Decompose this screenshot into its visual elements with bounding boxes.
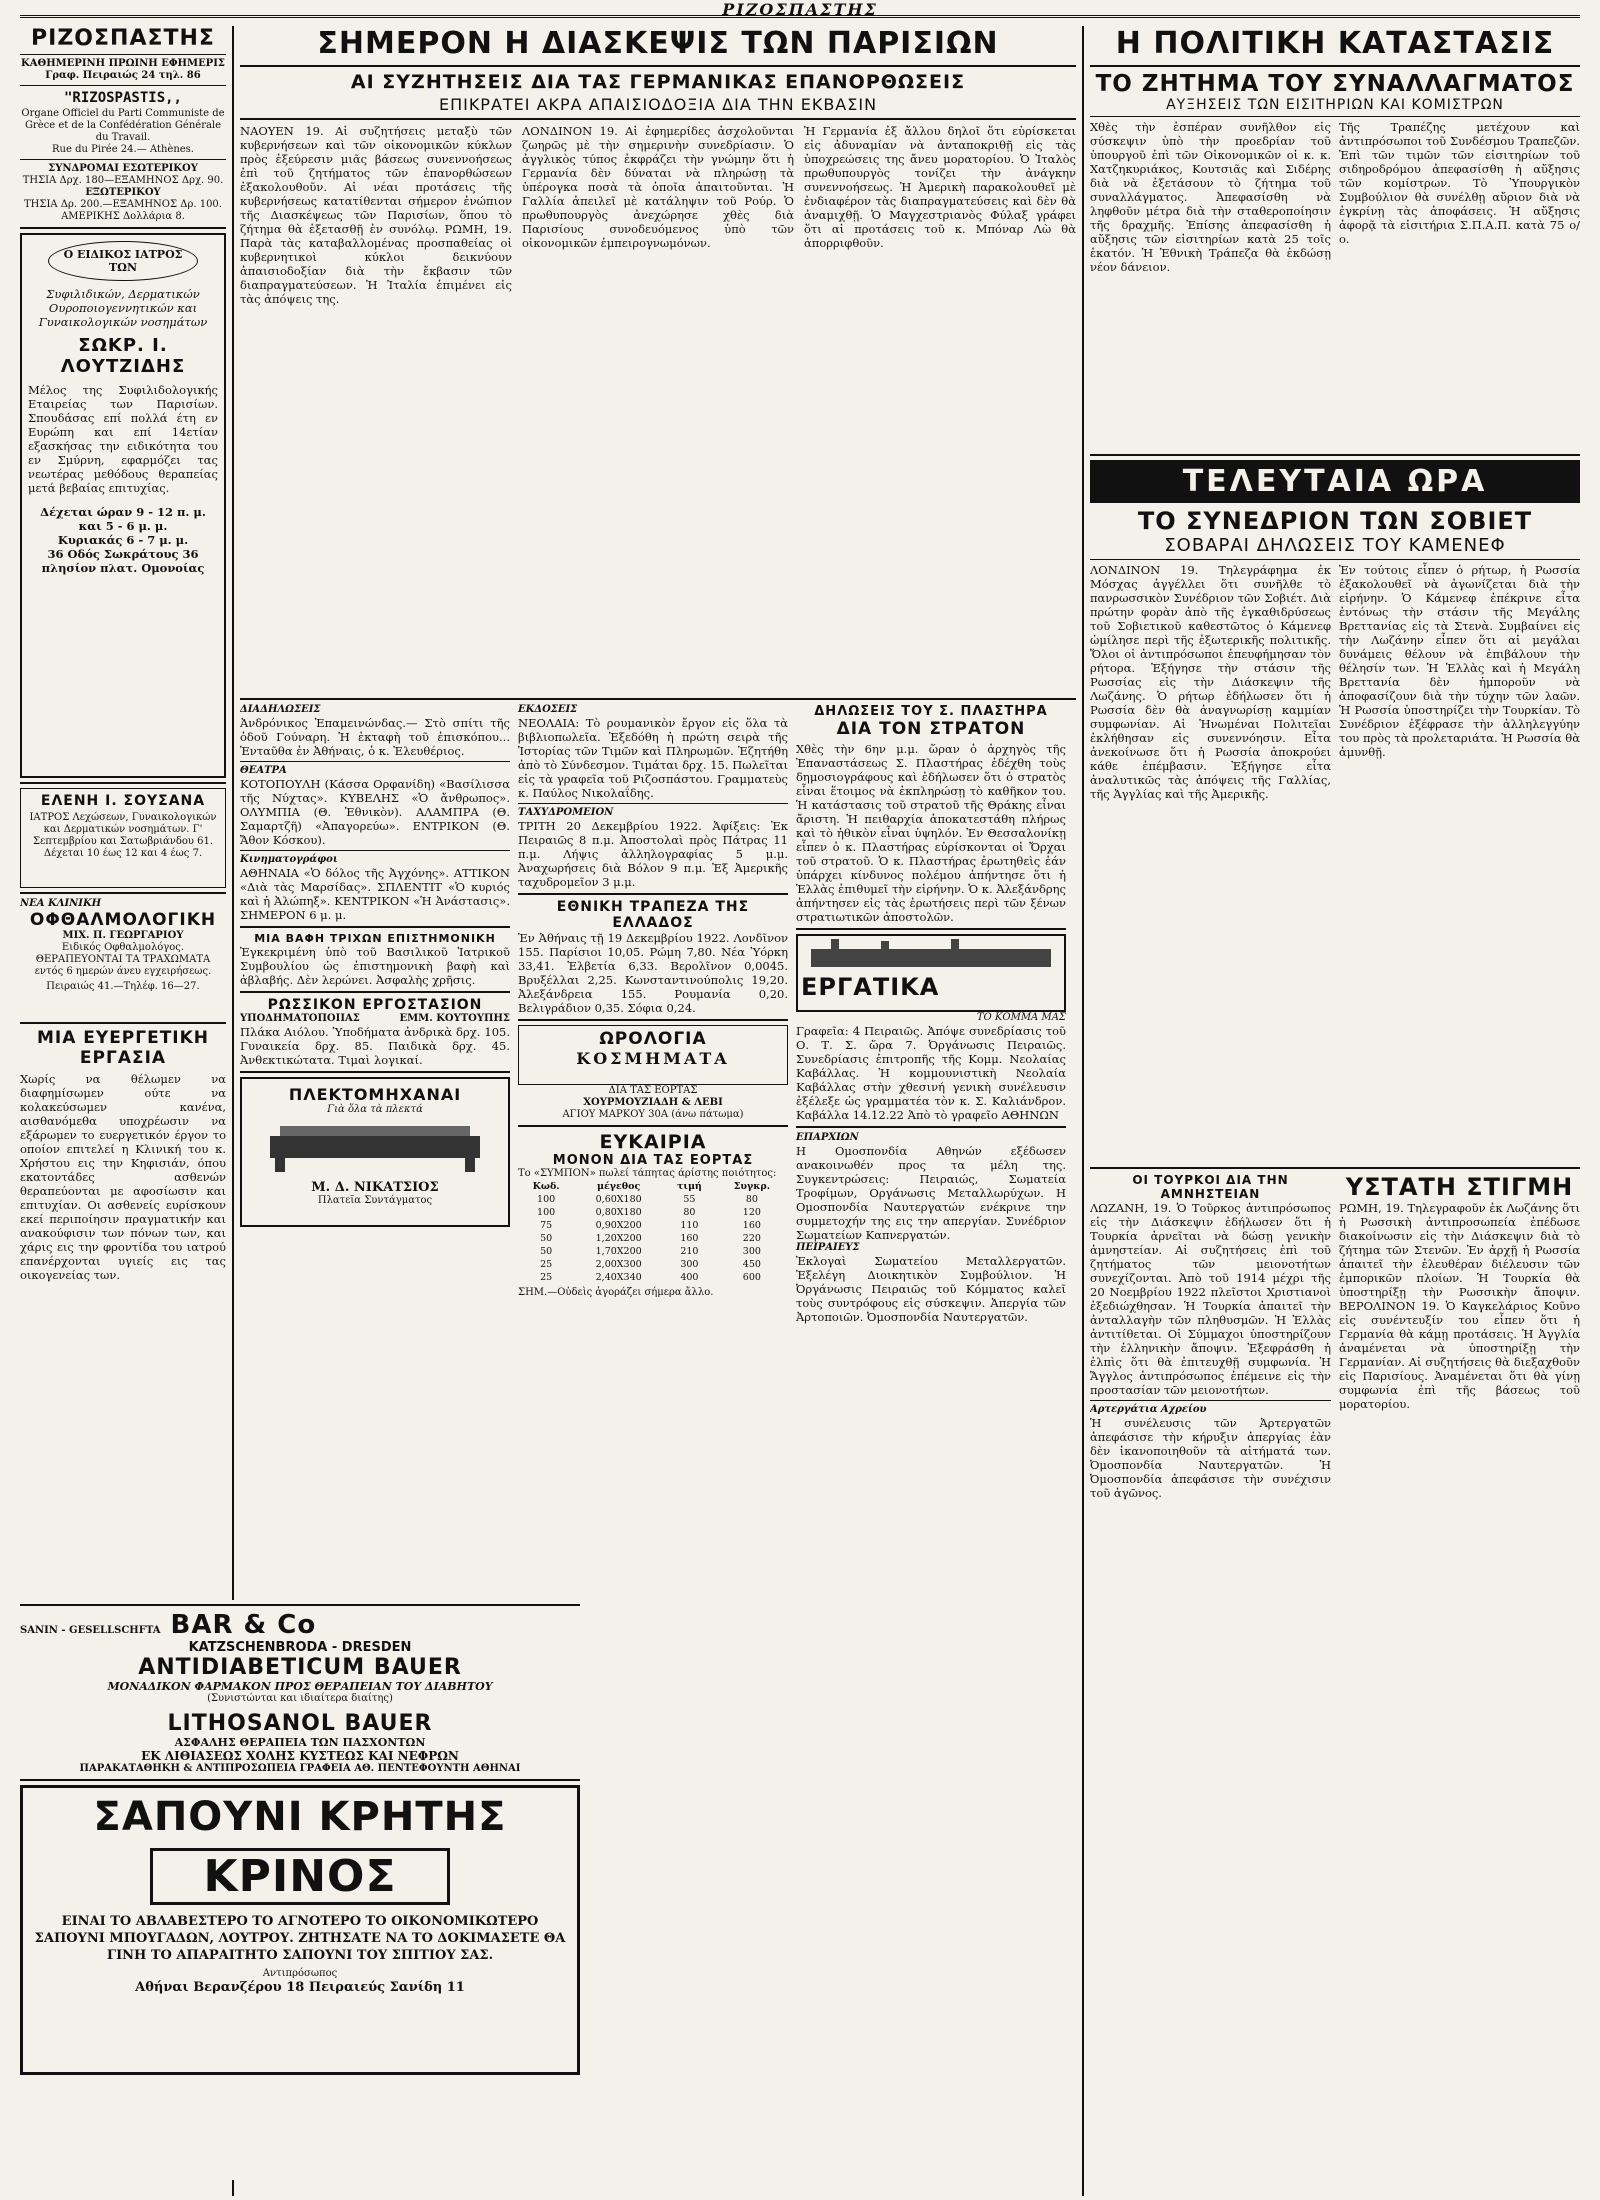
table-cell: 25 <box>540 1272 553 1283</box>
latin-name: "RIZOSPASTIS,, <box>63 90 182 106</box>
section-body: ΑΘΗΝΑΙΑ «Ὁ δόλος τῆς Ἀγχόνης». ΑΤΤΙΚΟΝ «Διὰ τὰς Μαρσίδας». ΣΠΛΕΝΤΙΤ «Ὁ κυριός καὶ ἡ Ἀλώπηξ». ΚΕΝΤΡΙΚΟΝ «Ἡ Ἀνάστασις». ΣΗΜΕΡΟΝ 6 μ. μ. <box>240 866 510 922</box>
column-rule <box>1082 26 1084 2196</box>
russian-factory-label: ΥΠΟΔΗΜΑΤΟΠΟΙΙΑΣ <box>240 1013 360 1024</box>
opportunity-intro: Το «ΣΥΜΠΟΝ» πωλεί τάπητας άρίστης ποιότητος: <box>518 1168 777 1179</box>
soviet-story-col: Ἐν τούτοις εἶπεν ὁ ρήτωρ, ἡ Ρωσσία ἐξακολουθεῖ νὰ ἀγωνίζεται διὰ τὴν εἰρήνην. Ὁ Κάμενεφ ἐπέκρινε εἶτα ἐντόνως τὴν στάσιν τῆς Μεγάλης Βρεττανίας εἰς τὰ Στενὰ. Συμβαίνει εἰς τὴν Λωζάνην εἶπεν ὅτι αἱ μεγάλαι δυνάμεις θέλουν νὰ ἐπιβάλουν τὴν θέλησίν των. Ἡ Ἑλλὰς καὶ ἡ Μεγάλη Βρεττανία δὲν ἠμποροῦν νὰ ἀποφασίζουν διὰ τὴν τύχην τῶν λαῶν. Ἡ Ρωσσία ὑποστηρίζει τὴν Τουρκίαν. Τὸ Συνέδριον ἐξέφρασε τὴν ἀλληλεγγύην του πρὸς τὰ προλεταριάτα. Ἡ Ρωσσία θὰ ἀμυνθῇ. <box>1339 563 1580 759</box>
subscriptions-title-2: ΕΞΩΤΕΡΙΚΟΥ <box>85 187 161 198</box>
soap-brand-box <box>150 1848 450 1905</box>
table-cell: 50 <box>540 1246 553 1257</box>
table-cell: 25 <box>540 1259 553 1270</box>
watches-shop: ΧΟΥΡΜΟΥΖΙΑΔΗ & ΛΕΒΙ <box>583 1097 723 1108</box>
table-row <box>518 1245 788 1258</box>
clinic-address: Πειραιώς 41.—Τηλέφ. 16—27. <box>46 981 200 992</box>
knitting-subtitle: Γιὰ ὅλα τὰ πλεκτά <box>327 1104 423 1115</box>
soap-title: ΣΑΠΟΥΝΙ ΚΡΗΤΗΣ <box>93 1794 507 1840</box>
russian-factory-body: Πλάκα Αιόλου. Ὑποδήματα ἀνδρικὰ δρχ. 105. Γυναικεία δρχ. 85. Παιδικὰ δρχ. 45. Ἀνθεκτικώτατα. Τιμαὶ λογικαί. <box>240 1025 510 1067</box>
bank-body: Ἐν Ἀθήναις τῇ 19 Δεκεμβρίου 1922. Λονδῖνον 155. Παρίσιοι 10,05. Ρώμη 7,80. Νέα Ὑόρκη 33,41. Ἑλβετία 6,33. Βερολῖνον 0,0045. Βρυξέλλαι 2,25. Κωνσταντινούπολις 19,20. Ἀλεξάνδρεια 155. Ρουμανία 0,20. Βελιγράδιον 0,35. Σόφια 0,24. <box>518 931 788 1015</box>
soap-body: ΕΙΝΑΙ ΤΟ ΑΒΛΑΒΕΣΤΕΡΟ ΤΟ ΑΓΝΟΤΕΡΟ ΤΟ ΟΙΚΟΝΟΜΙΚΩΤΕΡΟ ΣΑΠΟΥΝΙ ΜΠΟΥΓΑΔΩΝ, ΛΟΥΤΡΟΥ. ΖΗΤΗΣΑΤΕ ΝΑ ΤΟ ΔΟΚΙΜΑΣΕΤΕ ΘΑ ΓΙΝΗ ΤΟ ΑΠΑΡΑΙΤΗΤΟ ΣΑΠΟΥΝΙ ΤΟΥ ΣΠΙΤΙΟΥ ΣΑΣ. <box>34 1914 566 1963</box>
piraeus-title: ΠΕΙΡΑΙΕΥΣ <box>796 1242 860 1253</box>
section-body: ΝΕΟΛΑΙΑ: Τὸ ρουμανικὸν ἔργον εἰς ὅλα τὰ βιβλιοπωλεῖα. Ἐξεδόθη ἡ πρώτη σειρὰ τῆς Ἰστορίας τῶν Τιμῶν καὶ Πληρωμῶν. Ἐζητήθη ἀπὸ τὸ Σύνδεσμον. Τιμάται δρχ. 15. Πωλεῖται εἰς τὰ γραφεῖα τοῦ Ριζοσπάστου. Γραμματεὺς κ. Παύλος Νικολαΐδης. <box>518 716 788 800</box>
table-cell: 600 <box>742 1272 761 1283</box>
last-moment-story <box>1339 1173 1580 1500</box>
doctor-ad <box>20 233 226 778</box>
doctor-specialties: Συφιλιδικών, Δερματικών Ουροποιογεννητικών και Γυναικολογικών νοσημάτων <box>38 287 208 329</box>
masthead-title: ΡΙΖΟΣΠΑΣΤΗΣ <box>722 0 878 19</box>
table-cell: 160 <box>742 1220 761 1231</box>
subscriptions-line-3: ΑΜΕΡΙΚΗΣ Δολλάρια 8. <box>61 211 185 222</box>
doctor2-name: ΕΛΕΝΗ Ι. ΣΟΥΣΑΝΑ <box>40 793 206 809</box>
main-subhead: ΑΙ ΣΥΖΗΤΗΣΕΙΣ ΔΙΑ ΤΑΣ ΓΕΡΜΑΝΙΚΑΣ ΕΠΑΝΟΡΘΩΣΕΙΣ <box>350 71 966 93</box>
table-cell: 210 <box>680 1246 699 1257</box>
section-body: Ἀνδρόνικος Ἐπαμεινώνδας.— Στὸ σπίτι τῆς ὁδοῦ Γούναρη. Ἡ ἐκταφὴ τοῦ ἐπισκόπου... Ἐνταῦθα ἐν Ἀθήναις, ὁ κ. Ἐλευθέριος. <box>240 716 510 758</box>
table-cell: 50 <box>540 1233 553 1244</box>
main-story-col: ΛΟΝΔΙΝΟΝ 19. Αἱ ἐφημερίδες ἀσχολοῦνται ζωηρῶς μὲ τὴν σημερινὴν συνεδρίασιν. Ὁ ἀγγλικὸς τύπος ἐκφράζει τὴν γνώμην ὅτι ἡ Γερμανία δὲν δύναται νὰ πληρώσῃ τὰ ὑπέρογκα ποσὰ τὰ ὁποῖα ἀπαιτοῦνται. Ἡ Γαλλία ἀπειλεῖ μὲ κατάληψιν τοῦ Ρούρ. Ὁ πρωθυπουργὸς ἀνεχώρησε χθὲς διὰ Παρισίους συνοδευόμενος ὑπὸ τῶν οἰκονομικῶν ἐμπειρογνωμόνων. <box>522 124 794 250</box>
soap-ad <box>20 1785 580 2075</box>
subscriptions-title: ΣΥΝΔΡΟΜΑΙ ΕΣΩΤΕΡΙΚΟΥ <box>48 163 198 174</box>
ergatika-body: Γραφεῖα: 4 Πειραιῶς. Ἀπόψε συνεδρίασις τοῦ Ο. Τ. Σ. ὥρα 7. Ὀργάνωσις Πειραιῶς. Συνεδρίασις ἐπιτροπῆς τῆς Κομμ. Νεολαίας Καβάλλας. Ἡ κομμουνιστικὴ Νεολαία Καβάλλας στὴν χθεσινή γενικὴ συνέλευσιν ἐξέλεξε ὡς γραμματέα τὸν κ. Σ. Καλιάνδρον. Καβάλλα 14.12.22 Ἀπὸ τὸ γραφεῖο ΑΘΗΝΩΝ <box>796 1024 1066 1122</box>
bauer-note: (Συνιστώνται και ιδιαίτερα διαίτης) <box>207 1693 393 1704</box>
opportunity-footer: ΣΗΜ.—Οὐδεὶς ἀγοράζει σήμερα ἄλλο. <box>518 1287 714 1298</box>
turks-story <box>1090 1173 1331 1500</box>
lithosanol-agent: ΠΑΡΑΚΑΤΑΘΗΚΗ & ΑΝΤΙΠΡΟΣΩΠΕΙΑ ΓΡΑΦΕΙΑ ΑΘ. ΠΕΝΤΕΦΟΥΝΤΗ ΑΘΗΝΑΙ <box>79 1763 521 1774</box>
doctor-sunday: Κυριακάς 6 - 7 μ. μ. <box>57 533 189 547</box>
main-story-col: ΝΑΟΥΕΝ 19. Αἱ συζητήσεις μεταξὺ τῶν κυβερνήσεων καὶ τῶν οἰκονομικῶν κύκλων πρὸς ἐξεύρεσιν μιᾶς βάσεως συνεννοήσεως ἐπὶ τοῦ ζητήματος τῶν ἐπανορθώσεων ἐξακολουθοῦν. Αἱ νέαι προτάσεις τῆς κυβερνήσεως κατατίθενται σήμερον ἐνώπιον τῆς Διασκέψεως τῶν Παρισίων, ὅπου τὸ ζήτημα θὰ ἐξετασθῇ ἐν συνόλῳ. ΡΩΜΗ, 19. Παρὰ τὰς καταβαλλομένας προσπαθείας οἱ κυβερνητικοὶ κύκλοι δεικνύουν ἀπαισιοδοξίαν διὰ τὴν ἔκβασιν τῶν διαπραγματεύσεων. Ἡ Ἰταλία ἐπιμένει εἰς τὰς ἀπόψεις της. <box>240 124 512 306</box>
bank-title: ΕΘΝΙΚΗ ΤΡΑΠΕΖΑ ΤΗΣ ΕΛΛΑΔΟΣ <box>556 899 750 931</box>
soviet-deck: ΣΟΒΑΡΑΙ ΔΗΛΩΣΕΙΣ ΤΟΥ ΚΑΜΕΝΕΦ <box>1164 535 1506 556</box>
knitting-title: ΠΛΕΚΤΟΜΗΧΑΝΑΙ <box>288 1085 462 1104</box>
bauer-desc: ΜΟΝΑΔΙΚΟΝ ΦΑΡΜΑΚΟΝ ΠΡΟΣ ΘΕΡΑΠΕΙΑΝ ΤΟΥ ΔΙΑΒΗΤΟΥ <box>107 1680 493 1693</box>
ergatika-title: ΕΡΓΑΤΙΚΑ <box>801 973 940 1001</box>
last-hour-banner: ΤΕΛΕΥΤΑΙΑ ΩΡΑ <box>1090 460 1580 503</box>
charity-body: Χωρίς να θέλωμεν να διαφημίσωμεν ούτε να κολακεύσωμεν κανένα, αισθανόμεθα υποχρέωσιν να εξάρωμεν το ευεργετικόν έργον το οποίον επιτελεί η Κλινική του κ. Χρήστου εις την Κηφισιάν, όπου εκατοντάδες ασθενών θεραπεύονται με αφοσίωσιν και επιτυχίαν. Οι ασθενείς ευρίσκουν εκεί περιποίησιν πραγματικήν και ανακούφισιν των πόνων των, και χάρις εις την φροντίδα του ιατρού επανέρχονται υγιείς εις τας οικογενείας των. <box>20 1072 226 1282</box>
piraeus-body: Ἐκλογαὶ Σωματείου Μεταλλεργατῶν. Ἐξελέγη Διοικητικὸν Συμβούλιον. Ἡ Ὀργάνωσις Πειραιῶς τοῦ Κόμματος καλεῖ τοὺς συντρόφους εἰς σύσκεψιν. Ἀπεργία τῶν Ἀρτοποιῶν. Ὀμοσπονδία Ναυτεργατῶν. <box>796 1254 1066 1324</box>
bauer-company: SANIN - GESELLSCHFTA <box>20 1625 161 1636</box>
table-row <box>518 1232 788 1245</box>
strike-body: Ἡ συνέλευσις τῶν Ἀρτεργατῶν ἀπεφάσισε τὴν κήρυξιν ἀπεργίας ἐὰν δὲν ἱκανοποιηθοῦν τὰ αἰτήματά των. Ὀμοσπονδία Ναυτεργατῶν. Ἡ Ὀμοσπονδία ἀπεφάσισε τὴν συνέχισιν τοῦ ἀγῶνος. <box>1090 1416 1331 1500</box>
bauer-city: KATZSCHENBRODA - DRESDEN <box>188 1640 412 1655</box>
soap-address: Αθήναι Βερανζέρου 18 Πειραιεύς Σανίδη 11 <box>135 1980 465 1995</box>
table-cell: 400 <box>680 1272 699 1283</box>
factory-icon <box>801 939 1061 969</box>
events-body: Η Ομοσπονδία Αθηνών εξέδωσεν ανακοινωθέν προς τα μέλη της. Συγκεντρώσεις: Πειραιώς, Σωματεία Τροφίμων, Οργάνωσις Μεταλλωρύχων. Η Ομοσπονδία Ναυτεργατών ενέκρινε την συμμετοχήν της εις την απεργίαν. Συνέδριον Σωματείων Καπνεργατών. <box>796 1144 1066 1242</box>
table-cell: 120 <box>742 1207 761 1218</box>
table-header-cell: Συγκρ. <box>733 1181 771 1192</box>
lithosanol-desc: ΑΣΦΑΛΗΣ ΘΕΡΑΠΕΙΑ ΤΩΝ ΠΑΣΧΟΝΤΩΝ <box>174 1736 426 1749</box>
lithosanol-product: LITHOSANOL BAUER <box>167 1711 433 1736</box>
table-cell: 1,20Χ200 <box>595 1233 642 1244</box>
plastiras-body: Χθὲς τὴν 6ην μ.μ. ὥραν ὁ ἀρχηγὸς τῆς Ἐπαναστάσεως Σ. Πλαστήρας ἐδέχθη τοὺς δημοσιογράφους καὶ ἐδήλωσεν ὅτι ὁ στρατὸς εἶναι ἕτοιμος νὰ ἐκπληρώσῃ τὸ καθῆκον του. Ἡ κατάστασις τοῦ στρατοῦ τῆς Θράκης εἶναι ἄριστη. Ἡ πειθαρχία ἀποκατεστάθη πλήρως καὶ τὸ ἠθικὸν εἶναι ὑψηλόν. Ἐν Θεσσαλονίκῃ εἶπεν ὁ κ. Πλαστήρας εὑρίσκονται οἱ Ὄρχαι τοῦ στρατοῦ. Ὁ κ. Πλαστήρας ἐρωτηθεὶς ἐάν ὑπάρχει κίνδυνος πολέμου ἀπήντησε ὅτι ἡ Ἑλλὰς ἐπιθυμεῖ τὴν εἰρήνην. Ὁ κ. Ἀλεξάνδρης ἀπήντησεν εἰς τὰς ἐρωτήσεις περὶ τῶν ξένων στρατιωτικῶν ἀποστολῶν. <box>796 742 1066 924</box>
table-cell: 450 <box>742 1259 761 1270</box>
charity-title: ΜΙΑ ΕΥΕΡΓΕΤΙΚΗ ΕΡΓΑΣΙΑ <box>36 1028 210 1068</box>
watches-tag: ΔΙΑ ΤΑΣ ΕΟΡΤΑΣ <box>608 1085 698 1096</box>
bottom-ads <box>20 1600 580 2180</box>
mid-col-c <box>796 704 1066 1744</box>
doctor2-ad <box>20 788 226 888</box>
organ-line: Organe Officiel du Parti Communiste de Grèce et de la Confédération Générale du Travail. <box>21 108 225 143</box>
main-deck: ΕΠΙΚΡΑΤΕΙ ΑΚΡΑ ΑΠΑΙΣΙΟΔΟΞΙΑ ΔΙΑ ΤΗΝ ΕΚΒΑΣΙΝ <box>438 95 878 114</box>
latin-address: Rue du Pirée 24.— Athènes. <box>52 144 194 155</box>
table-cell: 110 <box>680 1220 699 1231</box>
russian-factory-owner: ΕΜΜ. ΚΟΥΤΟΥΠΗΣ <box>399 1013 510 1024</box>
watches-address: ΑΓΙΟΥ ΜΑΡΚΟΥ 30Α (άνω πάτωμα) <box>562 1109 744 1120</box>
soviet-headline: ΤΟ ΣΥΝΕΔΡΙΟΝ ΤΩΝ ΣΟΒΙΕΤ <box>1137 507 1533 535</box>
section-title: ΔΙΑΔΗΛΩΣΕΙΣ <box>240 704 321 715</box>
ergatika-subtitle: ΤΟ ΚΟΜΜΑ ΜΑΣ <box>976 1012 1066 1023</box>
section-title: ΜΙΑ ΒΑΦΗ ΤΡΙΧΩΝ ΕΠΙΣΤΗΜΟΝΙΚΗ <box>254 932 496 945</box>
right-story-col: Χθὲς τὴν ἑσπέραν συνῆλθον εἰς σύσκεψιν ὑπὸ τὴν προεδρίαν τοῦ ὑπουργοῦ ἐπὶ τῶν Οἰκονομικῶν οἱ κ. κ. Χατζηκυριάκος, Κουτσιᾶς καὶ Σιδέρης διὰ νὰ ἐξετάσουν τὸ ζήτημα τοῦ συναλλάγματος. Ἀπεφασίσθη νὰ ληφθοῦν μέτρα διὰ τὴν σταθεροποίησιν τῆς δραχμῆς. Ἐπίσης ἀπεφασίσθη ἡ αὔξησις τῶν εἰσιτηρίων κατὰ 25 τοῖς ἑκατόν. Ἡ Ἐθνικὴ Τράπεζα θὰ ἐκδώσῃ νέον δάνειον. <box>1090 120 1331 274</box>
clinic-title: ΟΦΘΑΛΜΟΛΟΓΙΚΗ <box>29 910 217 930</box>
soviet-story <box>1090 563 1580 1163</box>
doctor2-body: ΙΑΤΡΟΣ Λεχώσεων, Γυναικολογικών και Δερματικών νοσημάτων. Γ' Σεπτεμβρίου και Σατωβριάνδου 61. Δέχεται 10 έως 12 και 4 έως 7. <box>29 812 217 859</box>
section-body: Ἐγκεκριμένη ὑπὸ τοῦ Βασιλικοῦ Ἰατρικοῦ Συμβουλίου ὡς ἐπιστημονικὴ βαφὴ καὶ ἀβλαβής. Δὲν λερώνει. Ἀσφαλὴς χρῆσις. <box>240 945 510 987</box>
doctor-kicker: Ο ΕΙΔΙΚΟΣ ΙΑΤΡΟΣ ΤΩΝ <box>48 241 198 281</box>
table-row <box>518 1258 788 1271</box>
main-story <box>240 124 1076 694</box>
section-title: ΕΚΔΟΣΕΙΣ <box>518 704 578 715</box>
opportunity-title: ΕΥΚΑΙΡΙΑ <box>599 1131 707 1153</box>
table-header-cell: τιμή <box>676 1181 702 1192</box>
carpet-table <box>518 1180 788 1284</box>
doctor-body: Μέλος της Συφιλιδολογικής Εταιρείας των Παρισίων. Σπουδάσας επί πολλά έτη εν Ευρώπη και επί 14ετίαν εξασκήσας την ειδικότητα του εν Σμύρνη, εφαρμόζει τας νεωτέρας μεθόδους θεραπείας μετά βεβαίας επιτυχίας. <box>28 383 218 495</box>
table-cell: 75 <box>540 1220 553 1231</box>
plastiras-title: ΔΗΛΩΣΕΙΣ ΤΟΥ Σ. ΠΛΑΣΤΗΡΑ <box>814 704 1048 719</box>
table-cell: 1,70Χ200 <box>595 1246 642 1257</box>
subscriptions-line: ΤΗΣΙΑ Δρχ. 180—ΕΞΑΜΗΝΟΣ Δρχ. 90. <box>22 175 224 186</box>
right-deck: ΑΥΞΗΣΕΙΣ ΤΩΝ ΕΙΣΙΤΗΡΙΩΝ ΚΑΙ ΚΟΜΙΣΤΡΩΝ <box>1166 97 1504 113</box>
soap-agent: Αντιπρόσωπος <box>262 1968 338 1979</box>
knitting-machine-icon <box>260 1116 490 1176</box>
opportunity-subtitle: ΜΟΝΟΝ ΔΙΑ ΤΑΣ ΕΟΡΤΑΣ <box>552 1153 754 1168</box>
doctor-hours: Δέχεται ώραν 9 - 12 π. μ. και 5 - 6 μ. μ. <box>40 505 206 533</box>
plastiras-title-2: ΔΙΑ ΤΟΝ ΣΤΡΑΤΟΝ <box>836 719 1026 739</box>
watches-title: ΩΡΟΛΟΓΙΑ <box>599 1029 707 1049</box>
table-cell: 0,90Χ200 <box>595 1220 642 1231</box>
bauer-brand: BAR & Co <box>170 1610 317 1640</box>
section-body: ΚΟΤΟΠΟΥΛΗ (Κάσσα Ορφανίδη) «Βασίλισσα τῆς Νύχτας». ΚΥΒΕΛΗΣ «Ὁ ἄνθρωπος». ΟΛΥΜΠΙΑ (Θ. Ἐθνικὸν). ΑΛΑΜΠΡΑ (Θ. Σαμαρτζῆ) «Ἀπαγορεύω». ΕΝΤΡΙΚΟΝ (Θ. Ἄθον Κόσκου). <box>240 777 510 847</box>
soviet-story-col: ΛΟΝΔΙΝΟΝ 19. Τηλεγράφημα ἐκ Μόσχας ἀγγέλλει ὅτι συνῆλθε τὸ πανρωσσικὸν Συνέδριον τῶν Σοβιέτ. Διὰ πρώτην φορὰν ἀπὸ τῆς ἐγκαθιδρύσεως τοῦ Σοβιετικοῦ καθεστῶτος ὁ Κάμενεφ ὡμίλησε περὶ τῆς ἐξωτερικῆς πολιτικῆς. Ὅλοι οἱ ἀντιπρόσωποι ἐπευφήμησαν τὸν ρήτορα. Ἐξήγησε τὴν στάσιν τῆς Ρωσσίας εἰς τὴν Διάσκεψιν τῆς Λωζάνης. Ὁ ρήτωρ ἐδήλωσεν ὅτι ἡ Ρωσσία δὲν θὰ ἀναγνωρίσῃ καμμίαν συμφωνίαν. Αἱ Ἡνωμέναι Πολιτεῖαι ἐκλήθησαν εἰς συνεννόησιν. Εἶτα ἀνεκοίνωσε ὅτι ἡ Ρωσσία ἀποκρούει κάθε ἐπέμβασιν. Ἐξήγησε εἶτα ἀναλυτικῶς τὰς ἀπόψεις τῆς Γαλλίας, τῆς Ἀγγλίας καὶ τῆς Ἀμερικῆς. <box>1090 563 1331 801</box>
paper-subtitle: ΚΑΘΗΜΕΡΙΝΗ ΠΡΩΙΝΗ ΕΦΗΜΕΡΙΣ <box>21 58 225 69</box>
mid-section <box>240 704 1076 1744</box>
table-row <box>518 1193 788 1206</box>
masthead-strip <box>20 0 1580 18</box>
section-title: Κινηματογράφοι <box>240 854 338 865</box>
table-cell: 160 <box>680 1233 699 1244</box>
table-cell: 220 <box>742 1233 761 1244</box>
main-story-col: Ἡ Γερμανία ἐξ ἄλλου δηλοῖ ὅτι εὑρίσκεται εἰς ἀδυναμίαν νὰ ἀνταποκριθῇ εἰς τὰς ὑποχρεώσεις της ἄνευ μορατορίου. Ὁ Ἰταλὸς πρωθυπουργὸς τονίζει τὴν ἀνάγκην συνεννοήσεως. Ἡ Ἀμερικὴ παρακολουθεῖ μὲ ἐνδιαφέρον τὰς διαπραγματεύσεις καὶ δὲν θὰ ἀναμιχθῇ. Ὁ Μαγχεστριανὸς Φύλαξ γράφει ὅτι αἱ προτάσεις τοῦ κ. Μπόναρ Λὼ θὰ ἀπορριφθοῦν. <box>804 124 1076 250</box>
table-header-cell: Κωδ. <box>532 1181 560 1192</box>
section-title: ΘΕΑΤΡΑ <box>240 765 287 776</box>
right-headline: Η ΠΟΛΙΤΙΚΗ ΚΑΤΑΣΤΑΣΙΣ <box>1115 26 1555 61</box>
table-cell: 2,40Χ340 <box>595 1272 642 1283</box>
paper-name: ΡΙΖΟΣΠΑΣΤΗΣ <box>31 26 215 51</box>
last-moment-body: ΡΩΜΗ, 19. Τηλεγραφοῦν ἐκ Λωζάνης ὅτι ἡ Ρωσσικὴ ἀντιπροσωπεία ἐπέδωσε διακοίνωσιν εἰς τὴν Διάσκεψιν διὰ τὸ ζήτημα τῶν Στενῶν. Ἐν ἀρχῇ ἡ Ρωσσία ἀπαιτεῖ τὴν ἐλευθέραν διέλευσιν τῶν ἐμπορικῶν πλοίων. Ἡ Τουρκία θὰ ὑποστηρίξῃ τὴν Ρωσσικὴν ἄποψιν. ΒΕΡΟΛΙΝΟΝ 19. Ὁ Καγκελάριος Κοῦνο εἰς συνέντευξίν του εἶπεν ὅτι ἡ Γερμανία θὰ κάμῃ προτάσεις. Ἡ Ἀγγλία ἀναμένεται νὰ ὑποστηρίξῃ τὴν Γερμανίαν. Αἱ συζητήσεις θὰ διεξαχθοῦν εἰς Παρισίους. Ἀναμένεται ὅτι θὰ γίνῃ συμφωνία ἐπὶ τῆς βάσεως τοῦ μορατορίου. <box>1339 1201 1580 1411</box>
main-headline: ΣΗΜΕΡΟΝ Η ΔΙΑΣΚΕΨΙΣ ΤΩΝ ΠΑΡΙΣΙΩΝ <box>317 26 999 61</box>
right-story <box>1090 120 1580 450</box>
last-moment-headline: ΥΣΤΑΤΗ ΣΤΙΓΜΗ <box>1345 1173 1574 1201</box>
right-subhead: ΤΟ ΖΗΤΗΜΑ ΤΟΥ ΣΥΝΑΛΛΑΓΜΑΤΟΣ <box>1095 71 1575 97</box>
doctor-address: 36 Οδός Σωκράτους 36 πλησίον πλατ. Ομονοίας <box>41 547 205 575</box>
knitting-seller: Μ. Δ. ΝΙΚΑΤΣΙΟΣ <box>311 1180 439 1195</box>
bauer-product: ANTIDIABETICUM BAUER <box>138 1655 462 1680</box>
table-row <box>518 1219 788 1232</box>
table-row <box>518 1206 788 1219</box>
table-cell: 300 <box>742 1246 761 1257</box>
events-title: ΕΠΑΡΧΙΩΝ <box>796 1132 859 1143</box>
table-cell: 100 <box>537 1194 556 1205</box>
knitting-address: Πλατεῖα Συντάγματος <box>317 1195 433 1206</box>
strike-title: Αρτεργάτια Αχρείου <box>1090 1404 1207 1415</box>
right-column <box>1090 26 1580 2196</box>
table-header-cell: μέγεθος <box>597 1181 641 1192</box>
clinic-ad <box>20 898 226 1018</box>
right-story-col: Τῆς Τραπέζης μετέχουν καὶ ἀντιπρόσωποι τοῦ Συνδέσμου Τραπεζῶν. Ἐπὶ τῶν τιμῶν τῶν εἰσιτηρίων τοῦ σιδηροδρόμου ἀπεφασίσθη ἡ αὔξησις τῶν κομίστρων. Τὸ Ὑπουργικὸν Συμβούλιον θὰ συνέλθῃ αὔριον διὰ νὰ ἐγκρίνῃ τὰς ἀποφάσεις. Ἡ αὔξησις ἀφορᾷ τὰ εἰσιτήρια Σ.Π.Α.Π. κατὰ 75 ο/ο. <box>1339 120 1580 246</box>
section-title: ΤΑΧΥΔΡΟΜΕΙΟΝ <box>518 807 614 818</box>
mid-col-a <box>240 704 510 1744</box>
mid-col-b <box>518 704 788 1744</box>
table-cell: 0,80Χ180 <box>595 1207 642 1218</box>
watches-ad <box>518 1025 788 1085</box>
table-cell: 55 <box>683 1194 696 1205</box>
table-cell: 80 <box>683 1207 696 1218</box>
turks-headline: ΟΙ ΤΟΥΡΚΟΙ ΔΙΑ ΤΗΝ ΑΜΝΗΣΤΕΙΑΝ <box>1132 1173 1289 1201</box>
bottom-right-stories <box>1090 1173 1580 1500</box>
turks-body: ΛΩΖΑΝΗ, 19. Ὁ Τοῦρκος ἀντιπρόσωπος εἰς τὴν Διάσκεψιν ἐδήλωσεν ὅτι ἡ Τουρκία ἀρνεῖται νὰ δώσῃ γενικὴν ἀμνηστείαν. Αἱ συζητήσεις ἐπὶ τοῦ ζητήματος τῶν μειονοτήτων συνεχίζονται. Ἀπὸ τοῦ 1914 μέχρι τῆς 20 Νοεμβρίου 1922 πλεῖστοι Χριστιανοὶ ἐξεδιώχθησαν. Ἡ Τουρκία ἀπαιτεῖ τὴν ἀνταλλαγὴν τῶν πληθυσμῶν. Ἡ Ἑλλὰς ἀντιτίθεται. Οἱ Σύμμαχοι ὑποστηρίζουν τὴν ἑλληνικὴν ἄποψιν. Ἐξεφράσθη ἡ ἐλπὶς ὅτι θὰ ἐπιτευχθῇ συμφωνία. Ἡ Ἄγγλος ἀντιπρόσωπος ἐπέμεινε εἰς τὴν προστασίαν τῶν μειονοτήτων. <box>1090 1201 1331 1397</box>
table-cell: 100 <box>537 1207 556 1218</box>
clinic-kicker: ΝΕΑ ΚΛΙΝΙΚΗ <box>20 898 102 909</box>
table-cell: 0,60Χ180 <box>595 1194 642 1205</box>
soap-brand: ΚΡΙΝΟΣ <box>203 1851 397 1902</box>
ergatika-header <box>796 934 1066 1012</box>
watches-brand: ΚΟΣΜΗΜΑΤΑ <box>576 1049 730 1068</box>
section-body: ΤΡΙΤΗ 20 Δεκεμβρίου 1922. Ἀφίξεις: Ἐκ Πειραιῶς 8 π.μ. Ἀποστολαὶ πρὸς Πάτρας 11 π.μ. Λήψις ἀλληλογραφίας 5 μ.μ. Ἀναχωρήσεις διὰ Βόλον 9 π.μ. Ἐξ Ἀμερικῆς ταχυδρομεῖον 3 μ.μ. <box>518 819 788 889</box>
lithosanol-desc-2: ΕΚ ΛΙΘΙΑΣΕΩΣ ΧΟΛΗΣ ΚΥΣΤΕΩΣ ΚΑΙ ΝΕΦΡΩΝ <box>141 1749 459 1763</box>
subscriptions-line-2: ΤΗΣΙΑ Δρ. 200.—ΕΞΑΜΗΝΟΣ Δρ. 100. <box>24 199 222 210</box>
table-cell: 80 <box>745 1194 758 1205</box>
russian-factory-title: ΡΩΣΣΙΚΟΝ ΕΡΓΟΣΤΑΣΙΟΝ <box>267 997 483 1013</box>
doctor-name: ΣΩΚΡ. Ι. ΛΟΥΤΖΙΔΗΣ <box>60 335 186 377</box>
table-cell: 2,00Χ300 <box>595 1259 642 1270</box>
clinic-body: Ειδικός Οφθαλμολόγος. ΘΕΡΑΠΕΥΟΝΤΑΙ ΤΑ ΤΡΑΧΩΜΑΤΑ εντός 6 ημερών άνευ εγχειρήσεως. <box>34 942 212 977</box>
table-row <box>518 1271 788 1284</box>
charity-article <box>20 1028 226 1282</box>
table-cell: 300 <box>680 1259 699 1270</box>
clinic-doctor: ΜΙΧ. Π. ΓΕΩΡΓΑΡΙΟΥ <box>62 930 184 941</box>
knitting-ad <box>240 1077 510 1227</box>
paper-address: Γραφ. Πειραιώς 24 τηλ. 86 <box>45 70 201 81</box>
